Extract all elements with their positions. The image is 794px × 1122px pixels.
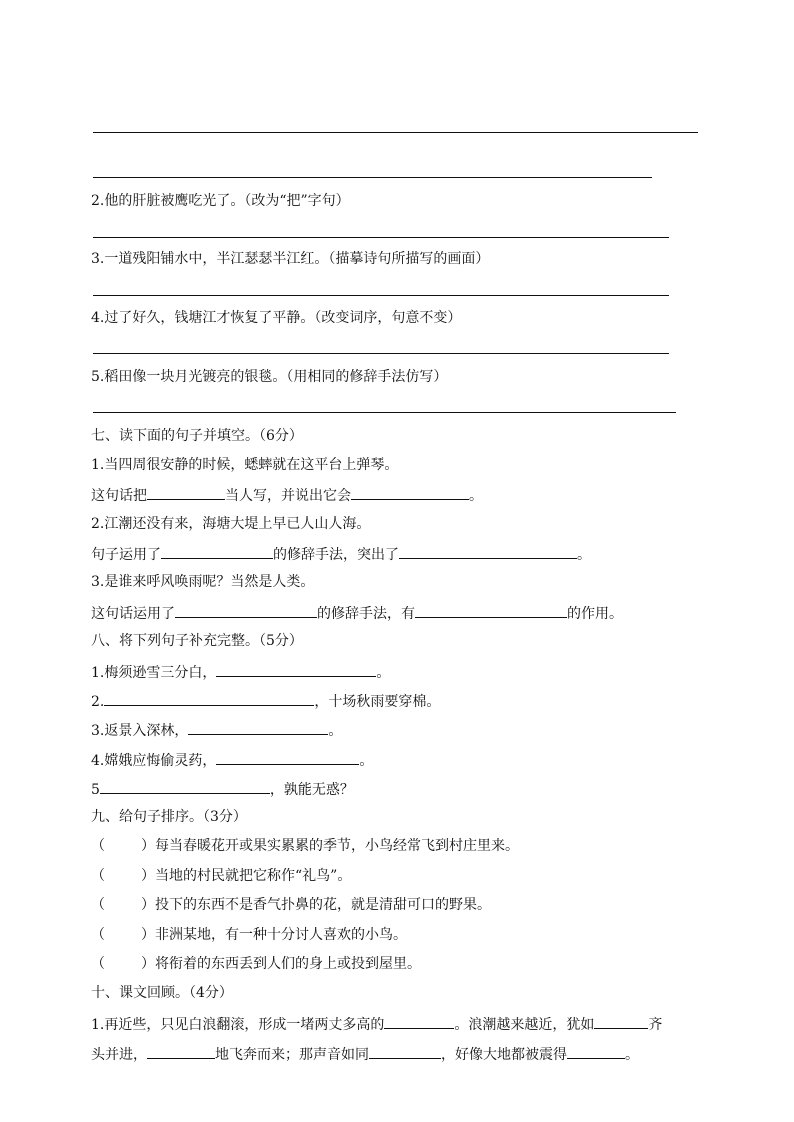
answer-line[interactable] xyxy=(93,132,698,133)
item-text: 非洲某地，有一种十分讨人喜欢的小鸟。 xyxy=(155,927,407,943)
question-text: 3.是谁来呼风唤雨呢？当然是人类。 xyxy=(91,574,315,590)
fill-blank[interactable] xyxy=(104,691,314,706)
ordering-item xyxy=(91,837,519,855)
item-text: 将衔着的东西丢到人们的身上或投到屋里。 xyxy=(155,956,421,972)
fill-blank[interactable] xyxy=(351,485,469,500)
fill-blank[interactable] xyxy=(567,1044,625,1059)
text-segment: 5 xyxy=(91,782,100,798)
fill-in-line xyxy=(91,1044,639,1062)
text-segment: 当人写，并说出它会 xyxy=(225,488,351,504)
item-text: 每当春暖花开或果实累累的季节，小鸟经常飞到村庄里来。 xyxy=(155,838,519,854)
question-text: 4.过了好久，钱塘江才恢复了平静。（改变词序，句意不变） xyxy=(91,310,462,326)
text-segment: 2. xyxy=(91,694,105,710)
text-segment: 这句话运用了 xyxy=(91,606,175,622)
fill-in-line xyxy=(91,603,623,621)
fill-blank[interactable] xyxy=(188,720,328,735)
text-segment: 的修辞手法，有 xyxy=(317,606,415,622)
text-segment: ，十场秋雨要穿棉。 xyxy=(314,694,441,710)
text-segment: 的修辞手法，突出了 xyxy=(273,547,399,563)
paren-open: （ xyxy=(91,838,105,854)
ordering-item xyxy=(91,926,407,944)
section-heading: 十、课文回顾。（4分） xyxy=(91,985,233,1001)
text-segment: 1.梅须逊雪三分白， xyxy=(91,665,217,681)
item-text: 投下的东西不是香气扑鼻的花，就是清甜可口的野果。 xyxy=(155,897,491,913)
paren-open: （ xyxy=(91,897,105,913)
section-heading: 九、给句子排序。（3分） xyxy=(91,809,247,825)
fill-blank[interactable] xyxy=(384,1014,454,1029)
answer-line[interactable] xyxy=(93,353,669,354)
text-segment: 句子运用了 xyxy=(91,547,161,563)
question-text: 1.当四周很安静的时候，蟋蟀就在这平台上弹琴。 xyxy=(91,457,399,473)
fill-in-line xyxy=(91,750,373,768)
text-segment: ，好像大地都被震得 xyxy=(441,1047,567,1063)
answer-line[interactable] xyxy=(93,177,652,178)
text-segment: 3.返景入深林， xyxy=(91,723,189,739)
fill-in-line xyxy=(91,691,440,709)
text-segment: 地飞奔而来；那声音如同 xyxy=(215,1047,369,1063)
fill-blank[interactable] xyxy=(161,544,273,559)
answer-line[interactable] xyxy=(93,412,676,413)
text-segment: 。 xyxy=(625,1047,639,1063)
fill-blank[interactable] xyxy=(175,603,317,618)
section-heading: 八、将下列句子补充完整。（5分） xyxy=(91,633,303,649)
fill-blank[interactable] xyxy=(594,1014,648,1029)
fill-blank[interactable] xyxy=(415,603,567,618)
paren-close: ） xyxy=(141,897,155,913)
fill-blank[interactable] xyxy=(100,779,270,794)
question-text: 3.一道残阳铺水中，半江瑟瑟半江红。（描摹诗句所描写的画面） xyxy=(91,251,490,267)
paren-open: （ xyxy=(91,927,105,943)
fill-in-line xyxy=(91,720,342,738)
ordering-item xyxy=(91,955,421,973)
text-segment: 。 xyxy=(577,547,591,563)
question-text: 2.江潮还没有来，海塘大堤上早已人山人海。 xyxy=(91,516,371,532)
paren-close: ） xyxy=(141,838,155,854)
text-segment: 4.嫦娥应悔偷灵药， xyxy=(91,753,217,769)
fill-in-line xyxy=(91,485,483,503)
text-segment: 头并进， xyxy=(91,1047,147,1063)
fill-in-line xyxy=(91,779,354,797)
text-segment: 齐 xyxy=(648,1017,663,1033)
paren-open: （ xyxy=(91,956,105,972)
text-segment: 。 xyxy=(328,723,343,739)
ordering-item xyxy=(91,896,491,914)
paren-close: ） xyxy=(141,868,155,884)
fill-blank[interactable] xyxy=(399,544,577,559)
question-text: 5.稻田像一块月光镀亮的银毯。（用相同的修辞手法仿写） xyxy=(91,369,448,385)
text-segment: 。 xyxy=(376,665,391,681)
text-segment: 。浪潮越来越近，犹如 xyxy=(454,1017,595,1033)
text-segment: 。 xyxy=(469,488,483,504)
fill-in-line xyxy=(91,1014,662,1032)
text-segment: 的作用。 xyxy=(567,606,623,622)
answer-line[interactable] xyxy=(93,237,669,238)
fill-blank[interactable] xyxy=(216,662,376,677)
fill-blank[interactable] xyxy=(147,485,225,500)
paren-close: ） xyxy=(141,927,155,943)
text-segment: ，孰能无惑？ xyxy=(269,782,354,798)
text-segment: 。 xyxy=(359,753,374,769)
question-text: 2.他的肝脏被鹰吃光了。（改为“把”字句） xyxy=(91,193,350,209)
paren-open: （ xyxy=(91,868,105,884)
paren-close: ） xyxy=(141,956,155,972)
ordering-item xyxy=(91,867,351,885)
fill-in-line xyxy=(91,662,390,680)
fill-blank[interactable] xyxy=(369,1044,441,1059)
item-text: 当地的村民就把它称作“礼鸟”。 xyxy=(155,868,352,884)
fill-in-line xyxy=(91,544,591,562)
answer-line[interactable] xyxy=(93,295,669,296)
fill-blank[interactable] xyxy=(216,750,359,765)
section-heading: 七、读下面的句子并填空。（6分） xyxy=(91,428,303,444)
text-segment: 1.再近些，只见白浪翻滚，形成一堵两丈多高的 xyxy=(91,1017,385,1033)
fill-blank[interactable] xyxy=(147,1044,215,1059)
text-segment: 这句话把 xyxy=(91,488,147,504)
